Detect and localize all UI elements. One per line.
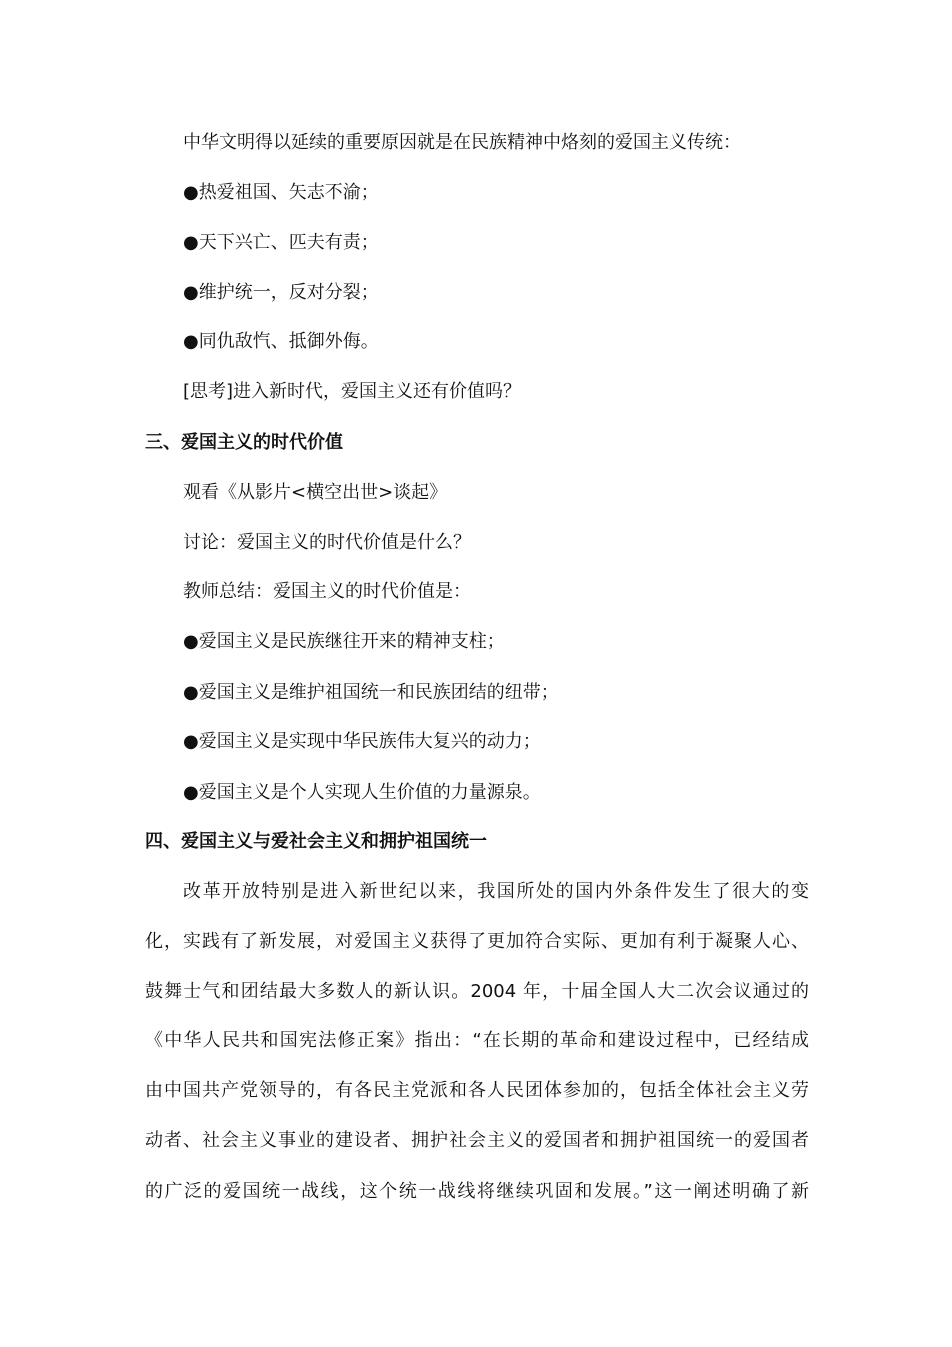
paragraph-line-1: 改革开放特别是进入新世纪以来，我国所处的国内外条件发生了很大的变 — [183, 881, 809, 902]
intro-text: 中华文明得以延续的重要原因就是在民族精神中烙刻的爱国主义传统： — [183, 132, 741, 153]
tradition-item-1: ●热爱祖国、矢志不渝； — [183, 182, 379, 203]
paragraph-line-4: 《中华人民共和国宪法修正案》指出：“在长期的革命和建设过程中，已经结成 — [145, 1030, 809, 1051]
value-item-1: ●爱国主义是民族继往开来的精神支柱； — [183, 631, 505, 652]
value-item-2: ●爱国主义是维护祖国统一和民族团结的纽带； — [183, 682, 559, 703]
paragraph-line-7: 的广泛的爱国统一战线，这个统一战线将继续巩固和发展。”这一阐述明确了新 — [145, 1181, 809, 1202]
value-item-4: ●爱国主义是个人实现人生价值的力量源泉。 — [183, 782, 541, 803]
tradition-item-3: ●维护统一，反对分裂； — [183, 282, 379, 303]
paragraph-line-3: 鼓舞士气和团结最大多数人的新认识。2004 年，十届全国人大二次会议通过的 — [145, 981, 809, 1002]
section-3-heading: 三、爱国主义的时代价值 — [145, 432, 343, 453]
tradition-item-2: ●天下兴亡、匹夫有责； — [183, 232, 379, 253]
paragraph-line-5: 由中国共产党领导的，有各民主党派和各人民团体参加的，包括全体社会主义劳 — [145, 1080, 809, 1101]
paragraph-line-6: 动者、社会主义事业的建设者、拥护社会主义的爱国者和拥护祖国统一的爱国者 — [145, 1130, 809, 1151]
discussion-text: 讨论：爱国主义的时代价值是什么？ — [183, 532, 471, 553]
watch-film-text: 观看《从影片<横空出世>谈起》 — [183, 482, 448, 503]
value-item-3: ●爱国主义是实现中华民族伟大复兴的动力； — [183, 731, 541, 752]
teacher-summary-text: 教师总结：爱国主义的时代价值是： — [183, 581, 471, 602]
paragraph-line-2: 化，实践有了新发展，对爱国主义获得了更加符合实际、更加有利于凝聚人心、 — [145, 931, 809, 952]
tradition-item-4: ●同仇敌忾、抵御外侮。 — [183, 331, 379, 352]
think-question: [思考]进入新时代，爱国主义还有价值吗？ — [183, 381, 522, 402]
section-4-heading: 四、爱国主义与爱社会主义和拥护祖国统一 — [145, 831, 487, 852]
